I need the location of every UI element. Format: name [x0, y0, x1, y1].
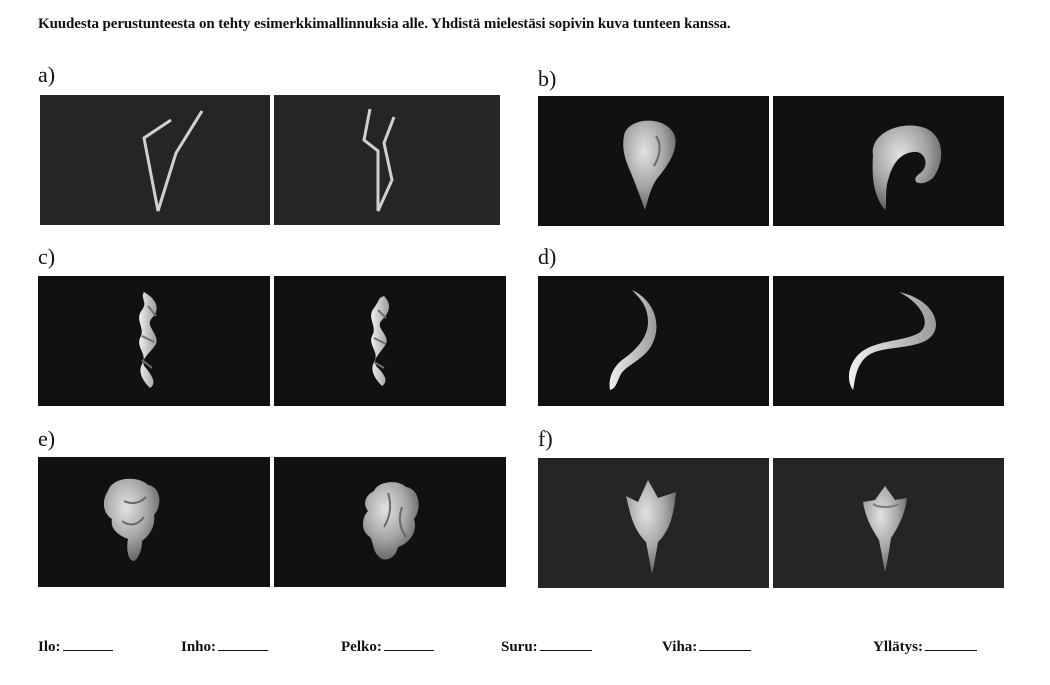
image-e-1 [38, 457, 270, 587]
answer-label: Inho: [181, 639, 217, 655]
image-b-1 [538, 96, 769, 226]
answer-yllatys [873, 636, 977, 656]
image-c-2 [274, 276, 506, 406]
answer-row [0, 636, 1050, 660]
curled-shape-icon [773, 96, 1004, 226]
tulip-shape-icon [773, 458, 1004, 588]
item-label-e: e) [38, 426, 56, 451]
item-label-c: c) [38, 244, 56, 269]
answer-blank[interactable] [540, 636, 592, 651]
item-label-f: f) [538, 426, 553, 451]
image-c-1 [38, 276, 270, 406]
answer-label: Ilo: [38, 639, 61, 655]
answer-label: Viha: [662, 639, 698, 655]
line-figure-icon [274, 95, 500, 225]
twisted-ribbon-icon [38, 276, 270, 406]
item-label-b: b) [538, 66, 557, 91]
image-a-2 [274, 95, 500, 225]
image-d-1 [538, 276, 769, 406]
s-curve-icon [773, 276, 1004, 406]
image-b-2 [773, 96, 1004, 226]
blob-shape-icon [274, 457, 506, 587]
image-f-1 [538, 458, 769, 588]
twisted-ribbon-icon [274, 276, 506, 406]
answer-pelko [341, 636, 434, 656]
image-f-2 [773, 458, 1004, 588]
drop-shape-icon [538, 96, 769, 226]
blob-shape-icon [38, 457, 270, 587]
image-d-2 [773, 276, 1004, 406]
crescent-curve-icon [538, 276, 769, 406]
image-e-2 [274, 457, 506, 587]
answer-ilo [38, 636, 113, 656]
answer-blank[interactable] [384, 636, 434, 651]
answer-label: Pelko: [341, 639, 382, 655]
instruction-text: Kuudesta perustunteesta on tehty esimerkkimallinnuksia alle. Yhdistä mielestäsi sopivin kuva tunteen kanssa. [38, 16, 731, 32]
item-label-d: d) [538, 244, 557, 269]
tulip-shape-icon [538, 458, 769, 588]
answer-blank[interactable] [63, 636, 113, 651]
answer-inho [181, 636, 268, 656]
answer-viha [662, 636, 751, 656]
answer-blank[interactable] [925, 636, 977, 651]
image-a-1 [40, 95, 270, 225]
answer-blank[interactable] [699, 636, 751, 651]
answer-label: Suru: [501, 639, 538, 655]
answer-blank[interactable] [218, 636, 268, 651]
answer-label: Yllätys: [873, 639, 923, 655]
item-label-a: a) [38, 62, 56, 87]
answer-suru [501, 636, 592, 656]
line-figure-icon [40, 95, 270, 225]
